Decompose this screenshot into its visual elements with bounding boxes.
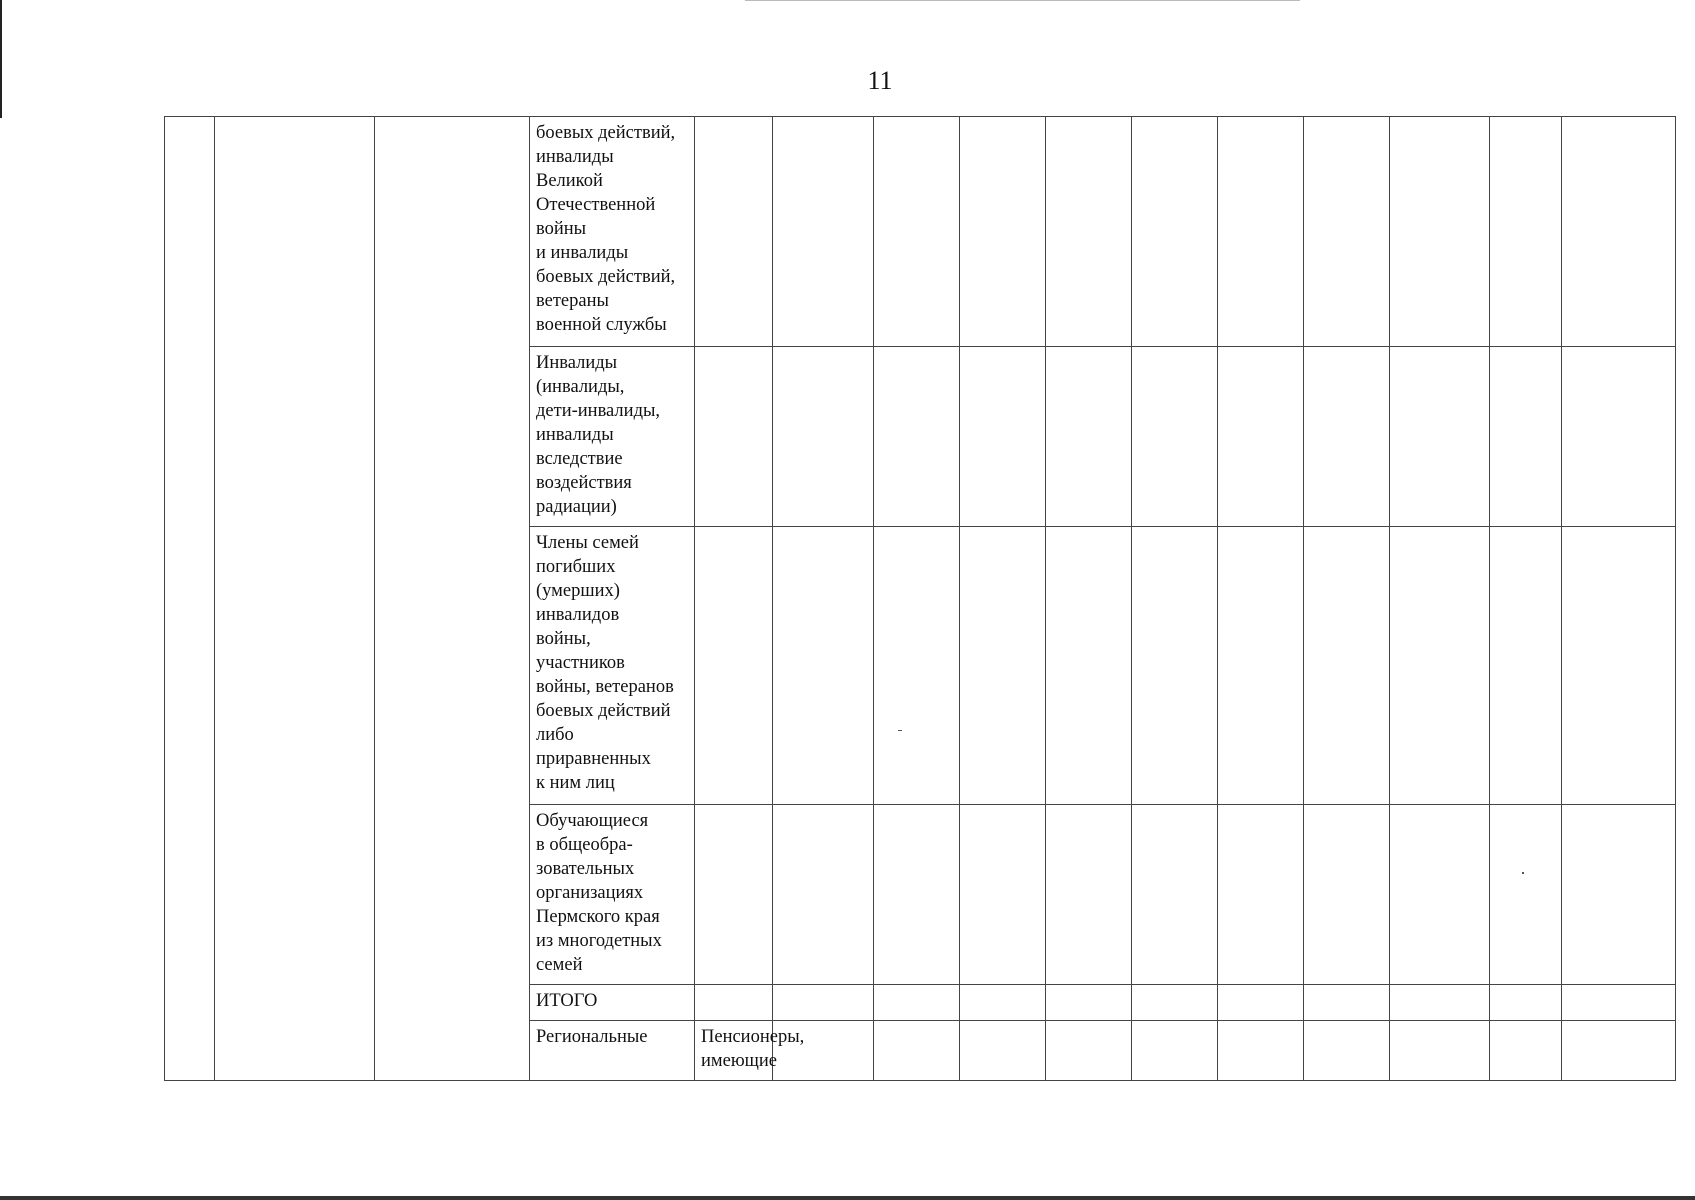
scan-speck <box>1522 872 1524 874</box>
category-line: воздействия <box>536 473 632 494</box>
table-cell <box>960 527 1046 804</box>
table-cell <box>1562 117 1676 347</box>
category-line: участников <box>536 653 625 674</box>
table-cell <box>1304 117 1390 347</box>
table-cell <box>1390 347 1490 527</box>
table-cell <box>1490 527 1562 804</box>
table-cell <box>773 804 874 984</box>
table-cell <box>1390 804 1490 984</box>
category-line: погибших <box>536 557 616 578</box>
table-cell <box>695 804 773 984</box>
table-cell <box>1490 117 1562 347</box>
table-cell <box>874 984 960 1020</box>
category-line: из многодетных <box>536 930 662 951</box>
category-line: Пермского края <box>536 906 660 927</box>
category-line: Пенсионеры, <box>701 1026 805 1047</box>
category-line: Инвалиды <box>536 353 618 374</box>
category-line: радиации) <box>536 497 617 518</box>
table-cell <box>960 347 1046 527</box>
scan-speck <box>898 730 902 731</box>
table-cell <box>1046 527 1132 804</box>
table-cell <box>1132 527 1218 804</box>
category-line: дети-инвалиды, <box>536 401 661 422</box>
category-line: ветераны <box>536 291 609 311</box>
table-cell <box>874 1020 960 1080</box>
table-cell <box>960 984 1046 1020</box>
category-line: либо <box>536 725 574 746</box>
table-cell <box>1132 1020 1218 1080</box>
category-cell <box>530 347 695 527</box>
category-line: зовательных <box>536 858 635 879</box>
table-cell <box>1390 117 1490 347</box>
category-line: (инвалиды, <box>536 377 625 398</box>
table-cell <box>1562 984 1676 1020</box>
table-cell <box>695 117 773 347</box>
category-line: инвалиды <box>536 147 614 167</box>
table-cell <box>1218 804 1304 984</box>
category-line: военной службы <box>536 315 667 335</box>
table-cell <box>215 117 375 1081</box>
category-line: боевых действий, <box>536 123 676 143</box>
table-cell <box>1046 1020 1132 1080</box>
category-line: войны, ветеранов <box>536 677 674 698</box>
category-line: к ним лиц <box>536 773 615 794</box>
table-cell <box>773 984 874 1020</box>
table-cell <box>1390 527 1490 804</box>
table-cell <box>960 1020 1046 1080</box>
category-line: инвалиды <box>536 425 614 446</box>
total-cell <box>530 984 695 1020</box>
category-line: Великой <box>536 171 603 191</box>
table-cell <box>874 117 960 347</box>
page-number: 11 <box>867 66 893 95</box>
table-cell <box>695 527 773 804</box>
table-cell <box>1390 984 1490 1020</box>
table-cell <box>960 117 1046 347</box>
table-cell <box>375 117 530 1081</box>
table-cell <box>1132 804 1218 984</box>
category-cell <box>695 1020 805 1080</box>
category-line: приравненных <box>536 749 651 770</box>
category-line: войны, <box>536 629 591 650</box>
table-cell <box>1046 347 1132 527</box>
scan-edge-bottom <box>0 1196 1695 1200</box>
table-cell <box>1218 1020 1304 1080</box>
category-line: имеющие <box>701 1050 777 1071</box>
table-cell <box>1490 984 1562 1020</box>
table-cell <box>1046 117 1132 347</box>
category-line: (умерших) <box>536 581 620 602</box>
category-line: Отечественной <box>536 195 656 215</box>
type-cell <box>530 1020 695 1080</box>
table-cell <box>1562 1020 1676 1080</box>
table-cell <box>695 984 773 1020</box>
table-cell <box>773 117 874 347</box>
table-cell <box>1562 347 1676 527</box>
table-cell <box>1046 804 1132 984</box>
category-line: инвалидов <box>536 605 620 626</box>
table-cell <box>165 117 215 1081</box>
category-cell <box>530 527 695 804</box>
table-cell <box>874 804 960 984</box>
table-cell <box>1218 117 1304 347</box>
category-line: и инвалиды <box>536 243 629 263</box>
table-cell <box>773 527 874 804</box>
table-cell <box>1218 984 1304 1020</box>
table-cell <box>1304 347 1390 527</box>
category-cell <box>530 804 695 984</box>
table-cell <box>874 347 960 527</box>
table-row <box>165 117 1676 347</box>
data-table <box>164 116 1676 1081</box>
table-cell <box>1490 804 1562 984</box>
category-line: войны <box>536 219 587 239</box>
table-cell <box>1218 527 1304 804</box>
scan-edge-top <box>745 0 1300 1</box>
table-cell <box>1046 984 1132 1020</box>
category-line: боевых действий <box>536 701 671 722</box>
table-cell <box>773 347 874 527</box>
table-cell <box>1132 117 1218 347</box>
category-line: в общеобра- <box>536 834 633 855</box>
table-cell <box>1132 347 1218 527</box>
table-cell <box>1490 1020 1562 1080</box>
table-cell <box>1390 1020 1490 1080</box>
table-cell <box>1562 527 1676 804</box>
category-line: организациях <box>536 882 644 903</box>
type-label: Региональные <box>536 1026 648 1047</box>
category-cell <box>530 117 695 347</box>
table-cell <box>874 527 960 804</box>
category-line: Члены семей <box>536 533 639 554</box>
table-cell <box>1304 1020 1390 1080</box>
table-cell <box>960 804 1046 984</box>
table-cell <box>1132 984 1218 1020</box>
category-line: вследствие <box>536 449 623 470</box>
table-cell <box>1304 527 1390 804</box>
table-cell <box>1304 804 1390 984</box>
category-line: боевых действий, <box>536 267 676 287</box>
category-line: Обучающиеся <box>536 810 649 831</box>
table-cell <box>1490 347 1562 527</box>
total-label: ИТОГО <box>536 990 598 1011</box>
scan-edge-left <box>0 0 2 118</box>
table-cell <box>1562 804 1676 984</box>
table-cell <box>1218 347 1304 527</box>
table-cell <box>695 347 773 527</box>
category-line: семей <box>536 954 583 975</box>
table-cell <box>1304 984 1390 1020</box>
